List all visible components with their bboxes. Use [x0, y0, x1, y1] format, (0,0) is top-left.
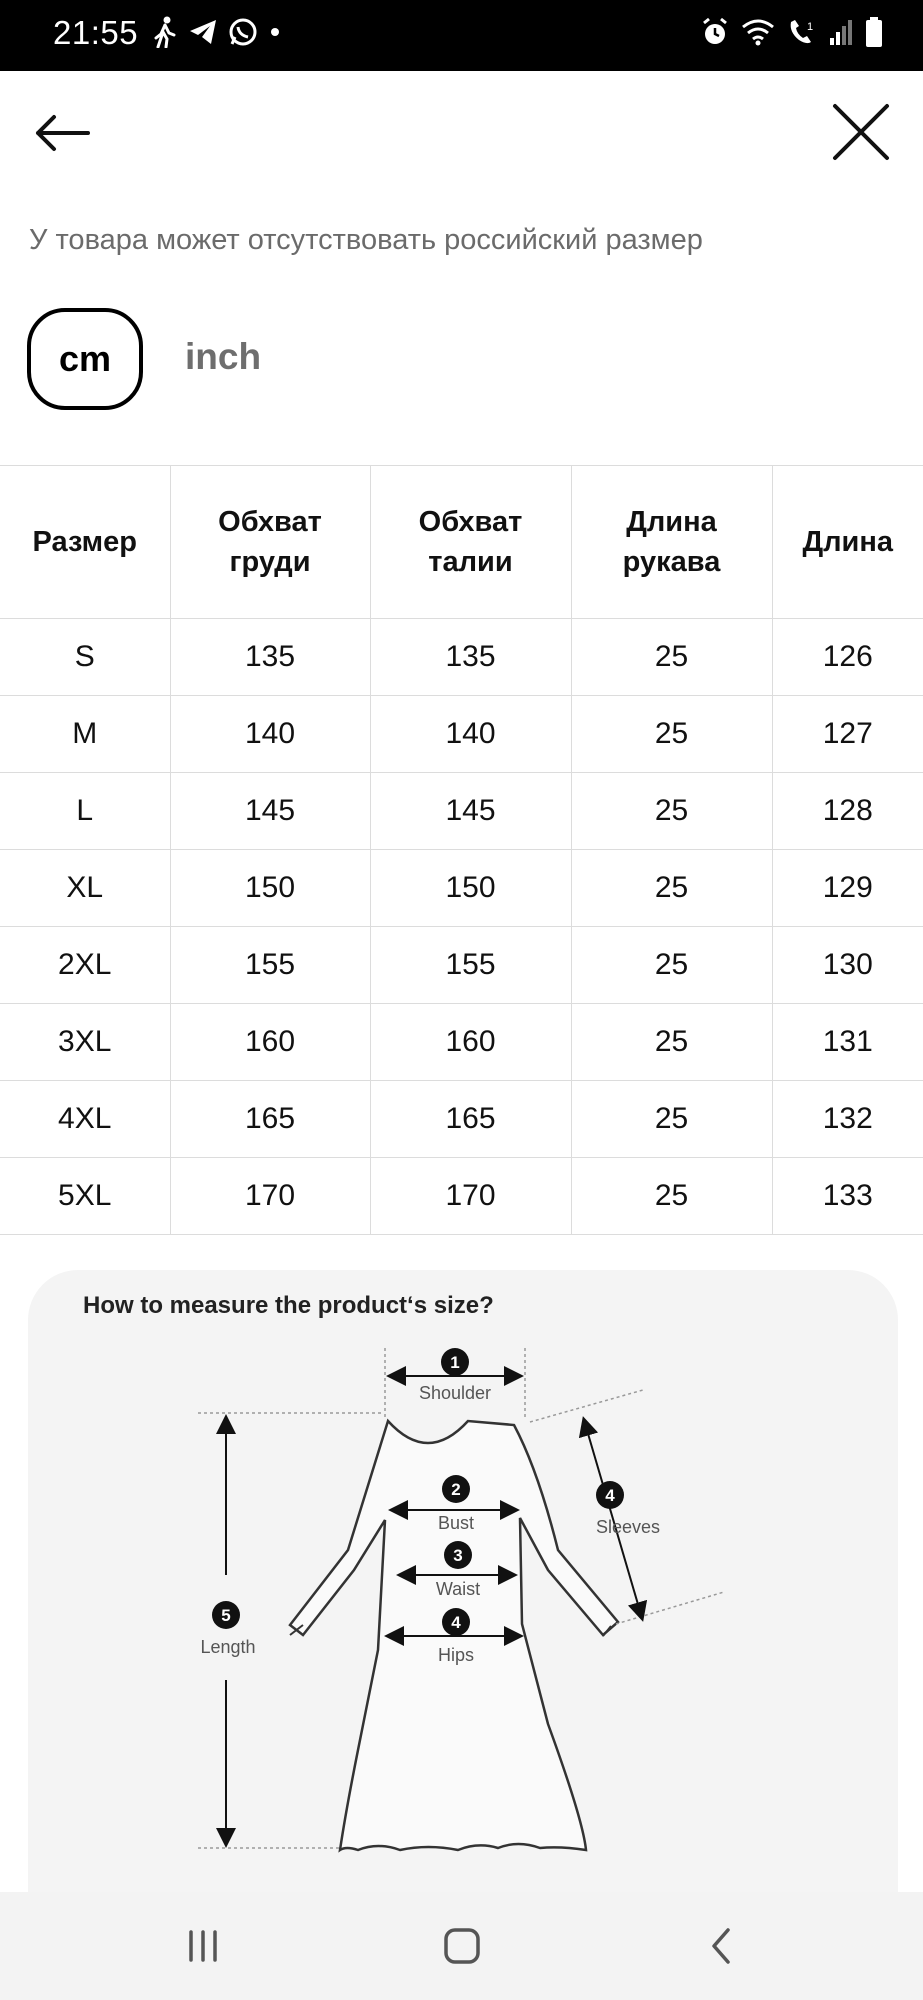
header-bust: Обхват груди	[170, 466, 370, 619]
hips-number: 4	[451, 1613, 461, 1632]
status-bar	[0, 0, 923, 71]
table-cell: 170	[170, 1158, 370, 1235]
table-cell: 25	[571, 850, 772, 927]
back-button[interactable]	[30, 105, 94, 161]
table-cell: 5XL	[0, 1158, 170, 1235]
table-cell: 3XL	[0, 1004, 170, 1081]
table-cell: 127	[772, 696, 923, 773]
table-cell: 128	[772, 773, 923, 850]
table-cell: 2XL	[0, 927, 170, 1004]
call-icon	[787, 18, 817, 46]
recent-apps-icon	[183, 1928, 223, 1964]
table-cell: 150	[170, 850, 370, 927]
shoulder-number: 1	[450, 1353, 460, 1372]
whatsapp-icon	[228, 17, 258, 47]
table-cell: 140	[370, 696, 571, 773]
home-button[interactable]	[432, 1918, 492, 1974]
table-cell: 145	[170, 773, 370, 850]
system-back-button[interactable]	[691, 1918, 751, 1974]
table-row	[0, 1081, 923, 1158]
bust-label: Bust	[437, 1513, 475, 1533]
table-cell: 135	[170, 619, 370, 696]
table-cell: 165	[370, 1081, 571, 1158]
header-size: Размер	[0, 466, 170, 619]
table-cell: 170	[370, 1158, 571, 1235]
table-cell: 129	[772, 850, 923, 927]
table-cell: 25	[571, 619, 772, 696]
recent-apps-button[interactable]	[173, 1918, 233, 1974]
table-cell: 165	[170, 1081, 370, 1158]
status-time: 21:55	[53, 14, 139, 51]
size-table	[0, 465, 923, 1235]
telegram-icon	[188, 18, 218, 46]
table-row	[0, 1158, 923, 1235]
table-row	[0, 1004, 923, 1081]
table-cell: 126	[772, 619, 923, 696]
table-cell: M	[0, 696, 170, 773]
sleeves-number: 4	[605, 1486, 615, 1505]
measure-guide-title: How to measure the product‘s size?	[83, 1292, 494, 1319]
table-row	[0, 619, 923, 696]
unit-inch-toggle[interactable]: inch	[185, 336, 262, 377]
table-cell: 25	[571, 1004, 772, 1081]
table-cell: 25	[571, 773, 772, 850]
svg-text:1: 1	[807, 21, 814, 33]
arrow-left-icon	[34, 113, 90, 153]
header-sleeve-length: Длина рукава	[571, 466, 772, 619]
walk-icon	[152, 16, 178, 48]
table-cell: 160	[370, 1004, 571, 1081]
battery-icon	[865, 16, 883, 48]
table-cell: 25	[571, 1158, 772, 1235]
measure-guide-card	[28, 1270, 898, 1910]
close-button[interactable]	[829, 100, 893, 164]
close-icon	[832, 103, 890, 161]
system-nav-bar	[0, 1892, 923, 2000]
size-notice: У товара может отсутствовать российский размер	[29, 224, 703, 256]
chevron-left-icon	[706, 1926, 736, 1966]
table-cell: 131	[772, 1004, 923, 1081]
table-cell: 25	[571, 1081, 772, 1158]
length-label: Length	[200, 1637, 256, 1657]
table-row	[0, 850, 923, 927]
waist-number: 3	[453, 1546, 463, 1565]
dress-measure-diagram	[28, 1270, 898, 1910]
alarm-icon	[701, 17, 729, 47]
sleeves-label: Sleeves	[595, 1517, 661, 1537]
table-cell: 133	[772, 1158, 923, 1235]
header-length: Длина	[772, 466, 923, 619]
table-cell: 140	[170, 696, 370, 773]
wifi-icon	[741, 18, 775, 46]
table-cell: L	[0, 773, 170, 850]
table-cell: 160	[170, 1004, 370, 1081]
dot-icon	[268, 25, 282, 39]
header-waist: Обхват талии	[370, 466, 571, 619]
shoulder-label: Shoulder	[418, 1383, 492, 1403]
waist-label: Waist	[435, 1579, 481, 1599]
table-cell: S	[0, 619, 170, 696]
table-row	[0, 773, 923, 850]
table-cell: 145	[370, 773, 571, 850]
table-cell: 25	[571, 696, 772, 773]
table-cell: 135	[370, 619, 571, 696]
table-header-row	[0, 466, 923, 619]
unit-cm-toggle[interactable]: cm	[27, 308, 143, 410]
signal-icon	[829, 18, 853, 46]
table-cell: 155	[370, 927, 571, 1004]
table-cell: 4XL	[0, 1081, 170, 1158]
home-icon	[442, 1926, 482, 1966]
table-cell: 150	[370, 850, 571, 927]
hips-label: Hips	[437, 1645, 475, 1665]
length-number: 5	[221, 1606, 231, 1625]
table-cell: 25	[571, 927, 772, 1004]
bust-number: 2	[451, 1480, 461, 1499]
table-cell: XL	[0, 850, 170, 927]
status-left-icons	[152, 16, 282, 48]
table-cell: 132	[772, 1081, 923, 1158]
table-row	[0, 927, 923, 1004]
status-right-icons	[701, 16, 883, 48]
table-row	[0, 696, 923, 773]
table-cell: 155	[170, 927, 370, 1004]
table-cell: 130	[772, 927, 923, 1004]
